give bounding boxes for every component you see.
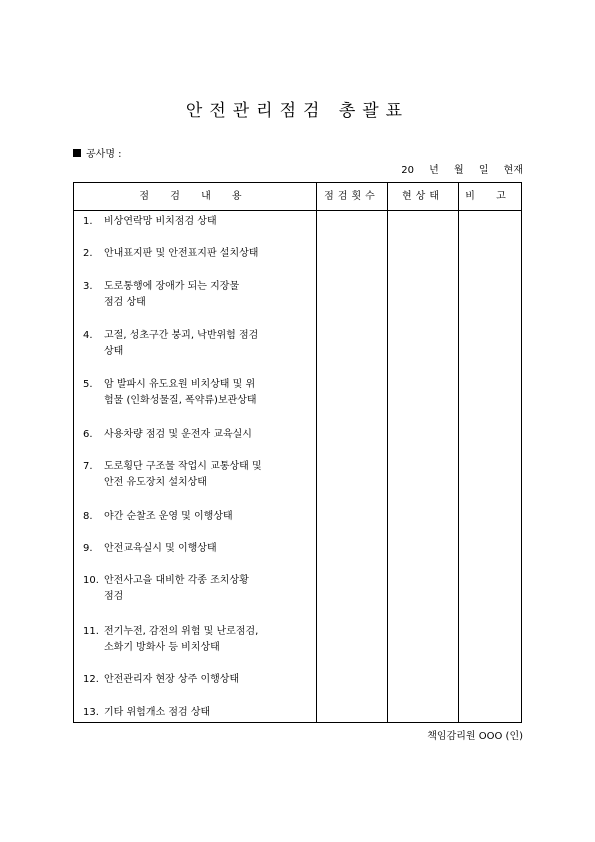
table-row [83, 672, 303, 688]
column-divider [458, 183, 459, 722]
header-inspection-count: 점검횟수 [324, 191, 379, 202]
item-text: 사용차량 점검 및 운전자 교육실시 [104, 429, 252, 440]
item-text: 기타 위험개소 점검 상태 [104, 707, 211, 718]
column-divider [387, 183, 388, 722]
table-row [83, 705, 303, 721]
inspection-table [73, 182, 522, 723]
table-row [83, 509, 303, 525]
header-current-status: 현상태 [402, 191, 443, 202]
supervisor-signature-line: 책임감리원 OOO (인) [427, 731, 523, 742]
item-text: 안전사고을 대비한 각종 조치상황 점검 [104, 575, 249, 602]
table-header-row [74, 183, 521, 211]
item-number: 8. [83, 511, 93, 522]
date-line: 20 년 월 일 현재 [401, 165, 523, 176]
item-text: 도로통행에 장애가 되는 지장물 점검 상태 [104, 281, 240, 308]
item-text: 야간 순찰조 운영 및 이행상태 [104, 511, 233, 522]
table-row [83, 246, 303, 262]
table-row [83, 328, 303, 360]
project-name-label: 공사명 : [86, 149, 122, 160]
item-number: 9. [83, 543, 93, 554]
item-number: 4. [83, 330, 93, 341]
item-text: 도로횡단 구조물 작업시 교통상태 및 안전 유도장치 설치상태 [104, 461, 262, 488]
document-title: 안전관리점검 총괄표 [185, 101, 410, 121]
table-row [83, 214, 303, 230]
header-inspection-content: 점 검 내 용 [139, 191, 251, 202]
table-row [83, 377, 303, 409]
item-number: 11. [83, 626, 99, 637]
project-name-line [73, 145, 122, 160]
item-number: 12. [83, 674, 99, 685]
item-text: 암 발파시 유도요원 비치상태 및 위 험물 (인화성물질, 폭약류)보관상태 [104, 379, 257, 406]
item-text: 안전관리자 현장 상주 이행상태 [104, 674, 240, 685]
item-text: 비상연락망 비치점검 상태 [104, 216, 217, 227]
item-text: 안전교육실시 및 이행상태 [104, 543, 217, 554]
item-text: 고절, 성초구간 붕괴, 낙반위험 점검 상태 [104, 330, 259, 357]
item-number: 2. [83, 248, 93, 259]
item-number: 3. [83, 281, 93, 292]
item-number: 10. [83, 575, 99, 586]
table-row [83, 279, 303, 311]
item-number: 13. [83, 707, 99, 718]
item-number: 7. [83, 461, 93, 472]
table-row [83, 427, 303, 443]
header-remarks: 비 고 [465, 191, 515, 202]
item-number: 1. [83, 216, 93, 227]
column-divider [316, 183, 317, 722]
table-row [83, 624, 303, 656]
table-row [83, 459, 303, 491]
item-text: 전기누전, 감전의 위험 및 난로점검, 소화기 방화사 등 비치상태 [104, 626, 259, 653]
item-number: 5. [83, 379, 93, 390]
item-text: 안내표지판 및 안전표지판 설치상태 [104, 248, 259, 259]
black-square-bullet-icon [73, 149, 81, 157]
table-row [83, 573, 303, 605]
table-row [83, 541, 303, 557]
item-number: 6. [83, 429, 93, 440]
